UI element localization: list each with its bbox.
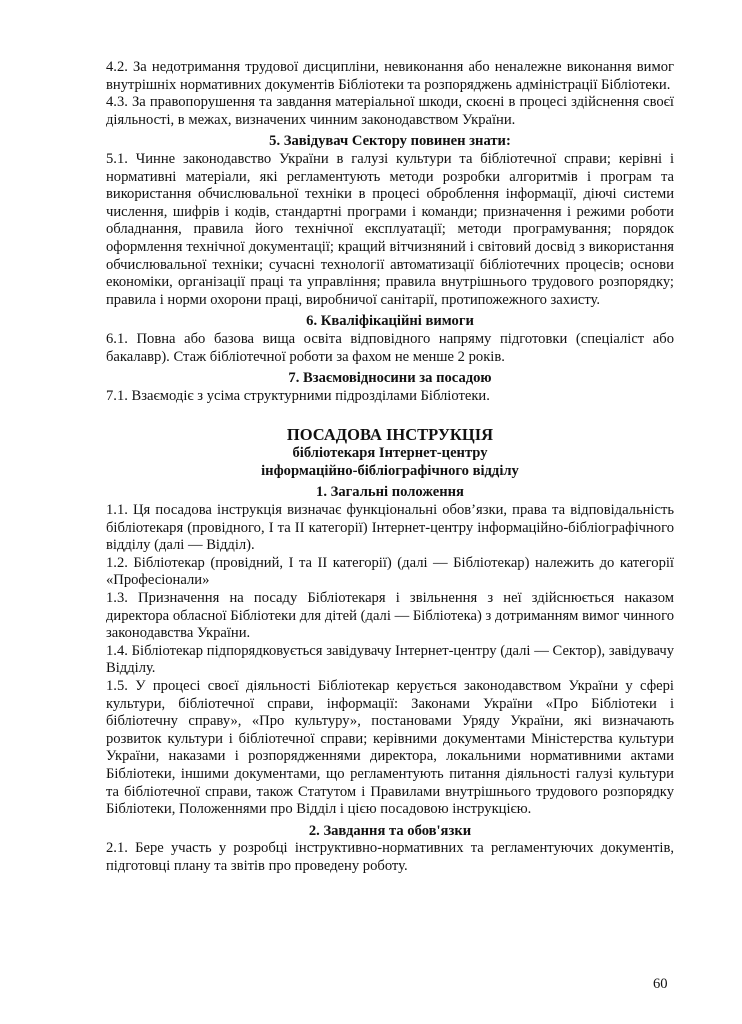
paragraph-1-4: 1.4. Бібліотекар підпорядковується завідувачу Інтернет-центру (далі — Сектор), завідувачу Відділу. — [106, 642, 674, 677]
section-6-heading: 6. Кваліфікаційні вимоги — [306, 313, 474, 330]
page-number: 60 — [653, 976, 668, 992]
general-provisions-heading: 1. Загальні положення — [316, 484, 464, 501]
paragraph-7-1: 7.1. Взаємодіє з усіма структурними підрозділами Бібліотеки. — [106, 387, 490, 404]
paragraph-1-3: 1.3. Призначення на посаду Бібліотекаря і звільнення з неї здійснюється наказом директора обласної Бібліотеки для дітей (далі — Бібліотека) з дотриманням вимог чинного законодавства України. — [106, 590, 674, 642]
section-gap — [106, 405, 674, 425]
paragraph-4-2: 4.2. За недотримання трудової дисципліни, невиконання або неналежне виконання вимог внутрішніх нормативних документів Бібліотеки та розпоряджень адміністрації Бібліотеки. — [106, 59, 674, 93]
instruction-subtitle-2: інформаційно-бібліографічного відділу — [261, 462, 519, 479]
section-5-heading: 5. Завідувач Сектору повинен знати: — [269, 133, 511, 150]
section-7-heading: 7. Взаємовідносини за посадою — [288, 370, 492, 387]
document-page — [106, 59, 674, 876]
instruction-subtitle-1: бібліотекаря Інтернет-центру — [292, 445, 488, 462]
paragraph-5-1: 5.1. Чинне законодавство України в галузі культури та бібліотечної справи; керівні і нормативні матеріали, які регламентують методи розробки алгоритмів і програм та використання обчислювальної техніки в процесі оброблення інформації, діючі системи числення, шифрів і кодів, стандартні програми і команди; призначення і режими роботи обладнання, правила його технічної експлуатації; методи програмування; порядок оформлення технічної документації; кращий вітчизняний і світовий досвід з використання обчислювальної техніки; сучасні технології автоматизації бібліотечних процесів; основи економіки, організації праці та управління; правила внутрішнього трудового розпорядку; правила і норми охорони праці, виробничої санітарії, протипожежного захисту. — [106, 150, 674, 308]
paragraph-4-3: 4.3. За правопорушення та завдання матеріальної шкоди, скоєні в процесі здійснення своєї діяльності, в межах, визначених чинним законодавством України. — [106, 94, 674, 128]
paragraph-2-1: 2.1. Бере участь у розробці інструктивно-нормативних та регламентуючих документів, підготовці плану та звітів про проведену роботу. — [106, 840, 674, 874]
paragraph-1-1: 1.1. Ця посадова інструкція визначає функціональні обов’язки, права та відповідальність бібліотекаря (провідного, І та ІІ категорії) Інтернет-центру інформаційно-бібліографічного відділу (далі — Відділ). — [106, 502, 674, 554]
instruction-title: ПОСАДОВА ІНСТРУКЦІЯ — [286, 425, 494, 445]
paragraph-1-2: 1.2. Бібліотекар (провідний, І та ІІ категорії) (далі — Бібліотекар) належить до категорії «Професіонали» — [106, 554, 674, 589]
paragraph-1-5: 1.5. У процесі своєї діяльності Бібліотекар керується законодавством України у сфері культури, бібліотечної справи, інформації: Законами України «Про Бібліотеки і бібліотечну справу», «Про культуру», постановами Уряду України, які визначають розвиток культури і бібліотечної справи; керівними документами Міністерства культури України, наказами і розпорядженнями директора, локальними нормативними актами Бібліотеки, іншими документами, що регламентують питання діяльності галузі культури та бібліотечної справи, також Статутом і Правилами внутрішнього трудового розпорядку Бібліотеки, Положеннями про Відділ і цією посадовою інструкцією. — [106, 678, 674, 818]
paragraph-6-1: 6.1. Повна або базова вища освіта відповідного напряму підготовки (спеціаліст або бакалавр). Стаж бібліотечної роботи за фахом не менше 2 років. — [106, 330, 674, 365]
duties-heading: 2. Завдання та обов'язки — [308, 822, 472, 839]
